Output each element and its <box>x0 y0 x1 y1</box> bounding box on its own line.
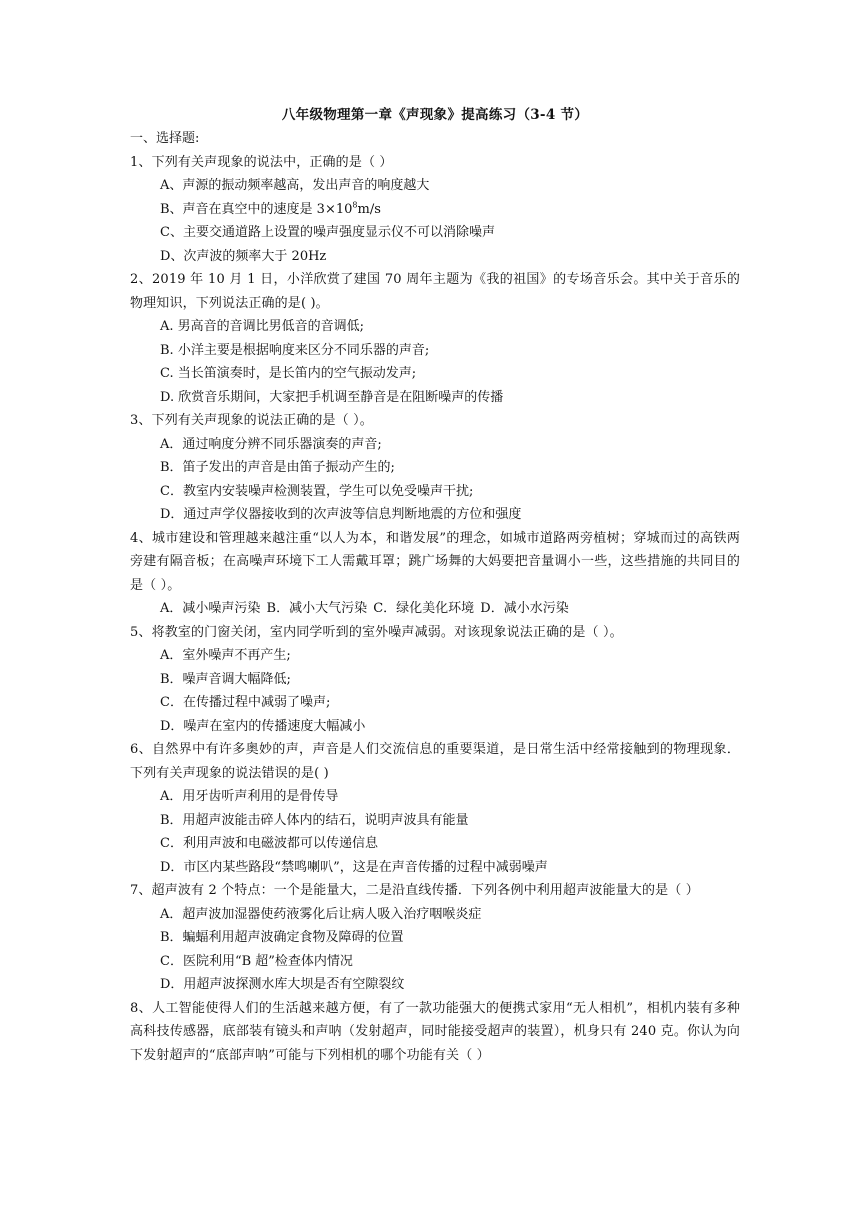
question-3-stem: 3、下列有关声现象的说法正确的是（ ）。 <box>130 413 373 428</box>
question-3-option-b: B．笛子发出的声音是由笛子振动产生的; <box>160 460 395 475</box>
question-2-option-c: C. 当长笛演奏时，是长笛内的空气振动发声; <box>160 366 417 381</box>
question-2-option-b: B. 小洋主要是根据响度来区分不同乐器的声音; <box>160 342 430 358</box>
question-1-option-b-exponent: 8 <box>352 200 358 210</box>
question-3-option-d: D．通过声学仪器接收到的次声波等信息判断地震的方位和强度 <box>160 507 522 522</box>
question-5-option-d: D．噪声在室内的传播速度大幅减小 <box>160 718 366 734</box>
question-7-stem: 7、超声波有 2 个特点：一个是能量大，二是沿直线传播．下列各例中利用超声波能量大的是（ ） <box>130 883 699 898</box>
question-1-option-b-text: B、声音在真空中的速度是 3×10 <box>160 201 353 217</box>
section-heading: 一、选择题: <box>130 131 200 146</box>
question-5-option-a: A．室外噪声不再产生; <box>160 648 291 663</box>
question-7-option-b: B．蝙蝠利用超声波确定食物及障碍的位置 <box>160 930 404 945</box>
question-2-option-a: A. 男高音的音调比男低音的音调低; <box>160 319 365 334</box>
question-4-options: A．减小噪声污染 B．减小大气污染 C．绿化美化环境 D．减小水污染 <box>160 601 569 616</box>
question-6-option-c: C．利用声波和电磁波都可以传递信息 <box>160 836 378 851</box>
question-1-option-d: D、次声波的频率大于 20Hz <box>160 248 327 264</box>
question-1-option-c: C、主要交通道路上设置的噪声强度显示仪不可以消除噪声 <box>160 225 495 240</box>
question-4-stem: 4、城市建设和管理越来越注重“以人为本，和谐发展”的理念，如城市道路两旁植树；穿城而过的高铁两旁建有隔音板；在高噪声环境下工人需戴耳罩；跳广场舞的大妈要把音量调小一些，这些措施的共同目的是（ ）。 <box>130 530 740 593</box>
question-5-option-c: C．在传播过程中减弱了噪声; <box>160 695 331 710</box>
question-5-stem: 5、将教室的门窗关闭，室内同学听到的室外噪声减弱。对该现象说法正确的是（ ）。 <box>130 624 623 640</box>
question-7-option-c: C．医院利用“B 超”检查体内情况 <box>160 953 353 969</box>
question-7-option-a: A．超声波加湿器使药液雾化后让病人吸入治疗咽喉炎症 <box>160 906 482 922</box>
question-3-option-c: C．教室内安装噪声检测装置，学生可以免受噪声干扰; <box>160 483 474 499</box>
question-6-option-b: B．用超声波能击碎人体内的结石，说明声波具有能量 <box>160 812 469 828</box>
question-6-option-d: D．市区内某些路段“禁鸣喇叭”，这是在声音传播的过程中减弱噪声 <box>160 859 548 875</box>
question-1-stem: 1、下列有关声现象的说法中，正确的是（ ） <box>130 154 393 170</box>
question-5-option-b: B．噪声音调大幅降低; <box>160 671 291 687</box>
question-2-option-d: D. 欣赏音乐期间，大家把手机调至静音是在阻断噪声的传播 <box>160 389 504 405</box>
question-1-option-a: A、声源的振动频率越高，发出声音的响度越大 <box>160 178 430 193</box>
question-3-option-a: A．通过响度分辨不同乐器演奏的声音; <box>160 436 382 452</box>
question-1-option-b <box>130 198 740 222</box>
question-2-stem: 2、2019 年 10 月 1 日，小洋欣赏了建国 70 周年主题为《我的祖国》的专场音乐会。其中关于音乐的物理知识，下列说法正确的是( )。 <box>130 272 740 311</box>
document-title: 八年级物理第一章《声现象》提高练习（3-4 节） <box>281 107 589 123</box>
question-1-option-b-unit: m/s <box>357 201 381 217</box>
question-8-stem: 8、人工智能使得人们的生活越来越方便，有了一款功能强大的便携式家用“无人相机”，相机内装有多种高科技传感器，底部装有镜头和声呐（发射超声，同时能接受超声的装置），机身只有 240 克。你认为向下发射超声的“底部声呐”可能与下列相机的哪个功能有关（ ） <box>130 1000 740 1063</box>
question-6-option-a: A．用牙齿听声利用的是骨传导 <box>160 789 339 804</box>
question-6-stem: 6、自然界中有许多奥妙的声，声音是人们交流信息的重要渠道，是日常生活中经常接触到的物理现象．下列有关声现象的说法错误的是( ) <box>130 742 740 781</box>
question-7-option-d: D．用超声波探测水库大坝是否有空隙裂纹 <box>160 977 405 992</box>
document-content <box>130 103 740 1067</box>
